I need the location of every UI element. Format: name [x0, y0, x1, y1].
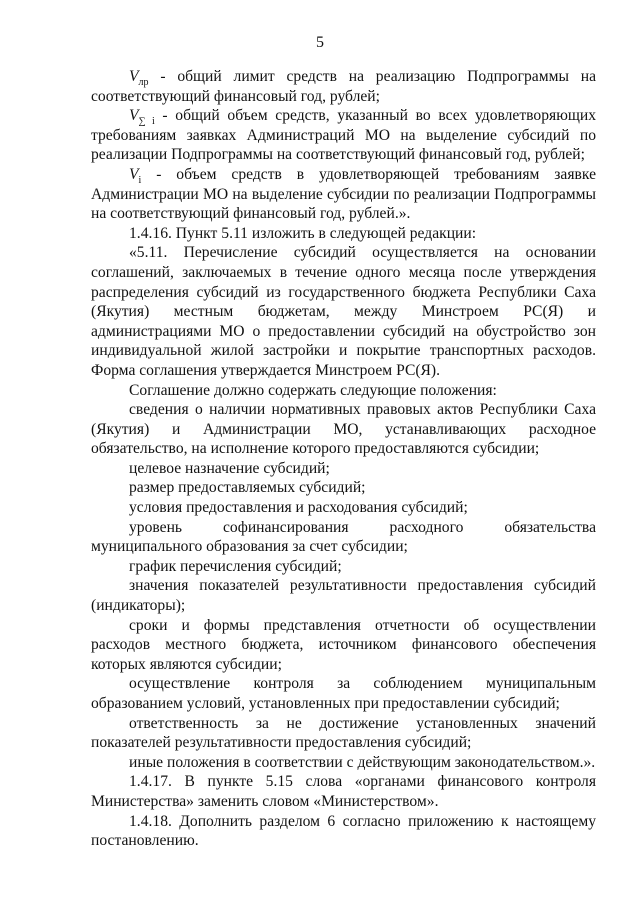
variable-symbol: $V_{лр}$: [129, 68, 149, 89]
paragraph-1-4-17: 1.4.17. В пункте 5.15 слова «органами финансового контроля Министерства» заменить словом «Министерством».: [91, 773, 596, 810]
list-item: ответственность за не достижение установленных значений показателей результативности предоставления субсидий;: [91, 714, 596, 752]
page-number: 5: [316, 34, 324, 51]
variable-symbol: $V_i$: [129, 165, 142, 187]
definition-v-lr: $V_{лр}$ - общий лимит средств на реализацию Подпрограммы на соответствующий финансовый год, рублей;: [91, 68, 596, 105]
list-item: сведения о наличии нормативных правовых актов Республики Саха (Якутия) и Администрации МО, устанавливающих расходное обязательство, на исполнение которого предоставляются субсидии;: [91, 401, 596, 458]
list-item: уровень софинансирования расходного обязательства муниципального образования за счет субсидии;: [91, 518, 596, 556]
list-item: размер предоставляемых субсидий;: [129, 479, 366, 497]
variable-symbol: $V_{\sum i}$: [129, 107, 155, 128]
document-body: [91, 67, 596, 851]
agreement-intro: Соглашение должно содержать следующие положения:: [129, 381, 497, 399]
list-item: значения показателей результативности предоставления субсидий (индикаторы);: [91, 577, 596, 615]
paragraph-5-11: «5.11. Перечисление субсидий осуществляется на основании соглашений, заключаемых в течение одного месяца после утверждения распределения субсидий из государственного бюджета Республики Саха (Якутия) местным бюджетам, между Минстроем РС(Я) и администрациями МО о предоставлении субсидий на обустройство зон индивидуальной жилой застройки и покрытие транспортных расходов. Форма соглашения утверждается Минстроем РС(Я).: [91, 244, 596, 379]
paragraph-1-4-16: 1.4.16. Пункт 5.11 изложить в следующей редакции:: [129, 224, 477, 242]
definition-v-i: $V_i$ - объем средств в удовлетворяющей требованиям заявке Администрации МО на выделение субсидии по реализации Подпрограммы на соответствующий финансовый год, рублей.».: [91, 165, 596, 223]
list-item: иные положения в соответствии с действующим законодательством.».: [129, 753, 596, 771]
list-item: график перечисления субсидий;: [129, 557, 342, 575]
list-item: целевое назначение субсидий;: [129, 459, 330, 477]
list-item: осуществление контроля за соблюдением муниципальным образованием условий, установленных при предоставлении субсидий;: [91, 675, 596, 712]
list-item: сроки и формы представления отчетности об осуществлении расходов местного бюджета, источником финансового обеспечения которых являются субсидии;: [91, 616, 596, 673]
list-item: условия предоставления и расходования субсидий;: [129, 499, 468, 517]
definition-v-sum-i: $V_{\sum i}$ - общий объем средств, указанный во всех удовлетворяющих требованиям заявках Администраций МО на выделение субсидий по реализации Подпрограммы на соответствующий финансовый год, рублей;: [91, 107, 596, 164]
paragraph-1-4-18: 1.4.18. Дополнить разделом 6 согласно приложению к настоящему постановлению.: [91, 812, 596, 850]
